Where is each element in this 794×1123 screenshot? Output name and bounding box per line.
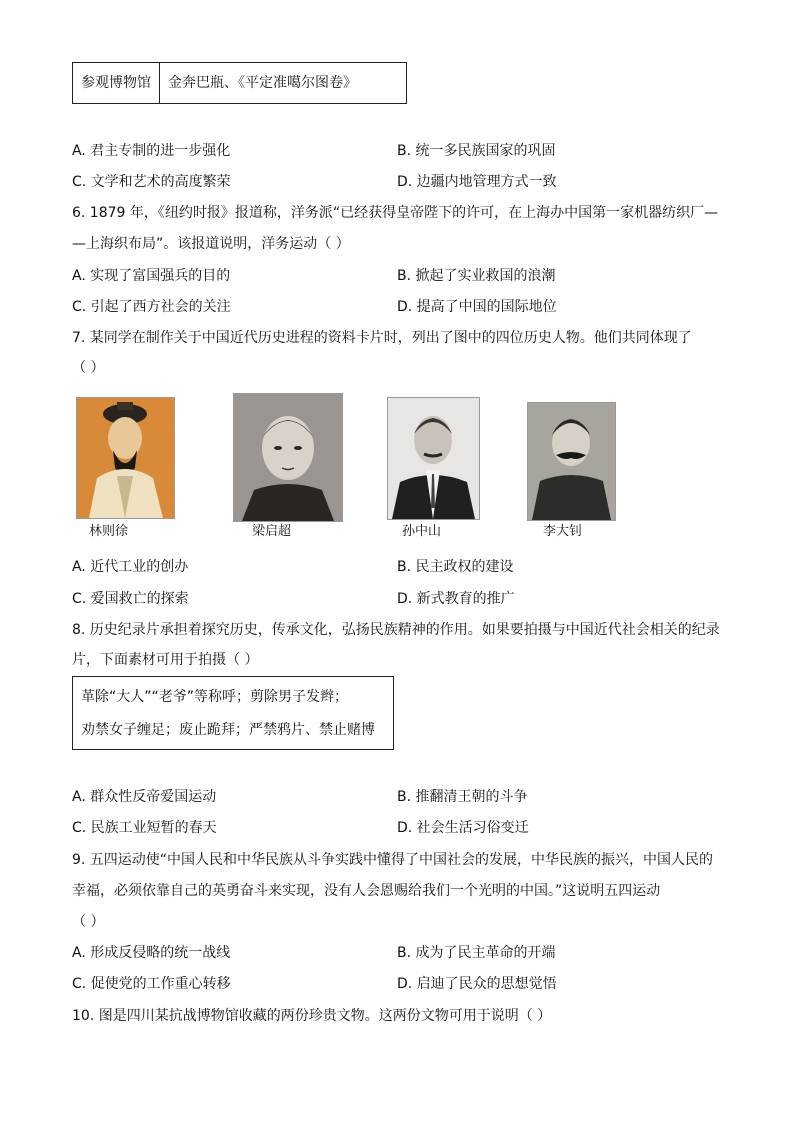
q7-stem-line2: （ ） bbox=[72, 360, 105, 376]
portrait-li-dazhao bbox=[527, 402, 616, 521]
museum-table-label: 参观博物馆 bbox=[81, 75, 151, 91]
q7-option-b: B. 民主政权的建设 bbox=[397, 559, 514, 575]
q8-box-line2: 劝禁女子缠足；废止跪拜；严禁鸦片、禁止赌博 bbox=[81, 722, 375, 738]
q9-option-a: A. 形成反侵略的统一战线 bbox=[72, 945, 231, 961]
q9-option-c: C. 促使党的工作重心转移 bbox=[72, 976, 231, 992]
caption-li-dazhao: 李大钊 bbox=[543, 524, 583, 539]
q9-stem-line1: 9. 五四运动使“中国人民和中华民族从斗争实践中懂得了中国社会的发展，中华民族的振兴，中国人民的 bbox=[72, 852, 714, 868]
q9-option-d: D. 启迪了民众的思想觉悟 bbox=[397, 976, 557, 992]
q6-option-c: C. 引起了西方社会的关注 bbox=[72, 299, 231, 315]
q8-material-box bbox=[72, 676, 394, 750]
q9-stem-line2: 幸福，必须依靠自己的英勇奋斗来实现，没有人会恩赐给我们一个光明的中国。”这说明五四运动 bbox=[72, 883, 661, 899]
q8-option-b: B. 推翻清王朝的斗争 bbox=[397, 789, 528, 805]
q6-option-b: B. 掀起了实业救国的浪潮 bbox=[397, 268, 556, 284]
portrait-lin-zexu bbox=[76, 397, 175, 519]
museum-table-content: 金奔巴瓶、《平定准噶尔图卷》 bbox=[168, 75, 357, 91]
caption-liang-qichao: 梁启超 bbox=[252, 524, 292, 539]
portrait-liang-qichao bbox=[233, 393, 343, 522]
q5-option-b: B. 统一多民族国家的巩固 bbox=[397, 143, 556, 159]
caption-lin-zexu: 林则徐 bbox=[89, 524, 129, 539]
q7-option-d: D. 新式教育的推广 bbox=[397, 591, 515, 607]
museum-table bbox=[72, 62, 407, 104]
q8-option-d: D. 社会生活习俗变迁 bbox=[397, 820, 529, 836]
caption-sun-yatsen: 孙中山 bbox=[402, 524, 442, 539]
q6-option-d: D. 提高了中国的国际地位 bbox=[397, 299, 557, 315]
q6-stem-line1: 6. 1879 年，《纽约时报》报道称，洋务派“已经获得皇帝陛下的许可，在上海办中国第一家机器纺织厂— bbox=[72, 205, 719, 221]
q10-stem-line1: 10. 图是四川某抗战博物馆收藏的两份珍贵文物。这两份文物可用于说明（ ） bbox=[72, 1008, 552, 1024]
q8-box-line1: 革除“大人”“老爷”等称呼；剪除男子发辫； bbox=[81, 689, 349, 705]
q7-option-a: A. 近代工业的创办 bbox=[72, 559, 189, 575]
q9-stem-line3: （ ） bbox=[72, 914, 105, 930]
q8-stem-line2: 片，下面素材可用于拍摄（ ） bbox=[72, 652, 259, 668]
q5-option-a: A. 君主专制的进一步强化 bbox=[72, 143, 231, 159]
q8-stem-line1: 8. 历史纪录片承担着探究历史，传承文化，弘扬民族精神的作用。如果要拍摄与中国近代社会相关的纪录 bbox=[72, 622, 720, 638]
q6-stem-line2: —上海织布局”。该报道说明，洋务运动（ ） bbox=[72, 236, 350, 252]
portrait-sun-yatsen bbox=[387, 397, 480, 520]
q5-option-d: D. 边疆内地管理方式一致 bbox=[397, 174, 557, 190]
q8-option-a: A. 群众性反帝爱国运动 bbox=[72, 789, 217, 805]
q8-option-c: C. 民族工业短暂的春天 bbox=[72, 820, 217, 836]
q7-option-c: C. 爱国救亡的探索 bbox=[72, 591, 189, 607]
q5-option-c: C. 文学和艺术的高度繁荣 bbox=[72, 174, 231, 190]
q9-option-b: B. 成为了民主革命的开端 bbox=[397, 945, 556, 961]
q7-stem-line1: 7. 某同学在制作关于中国近代历史进程的资料卡片时，列出了图中的四位历史人物。他们共同体现了 bbox=[72, 330, 692, 346]
q6-option-a: A. 实现了富国强兵的目的 bbox=[72, 268, 231, 284]
